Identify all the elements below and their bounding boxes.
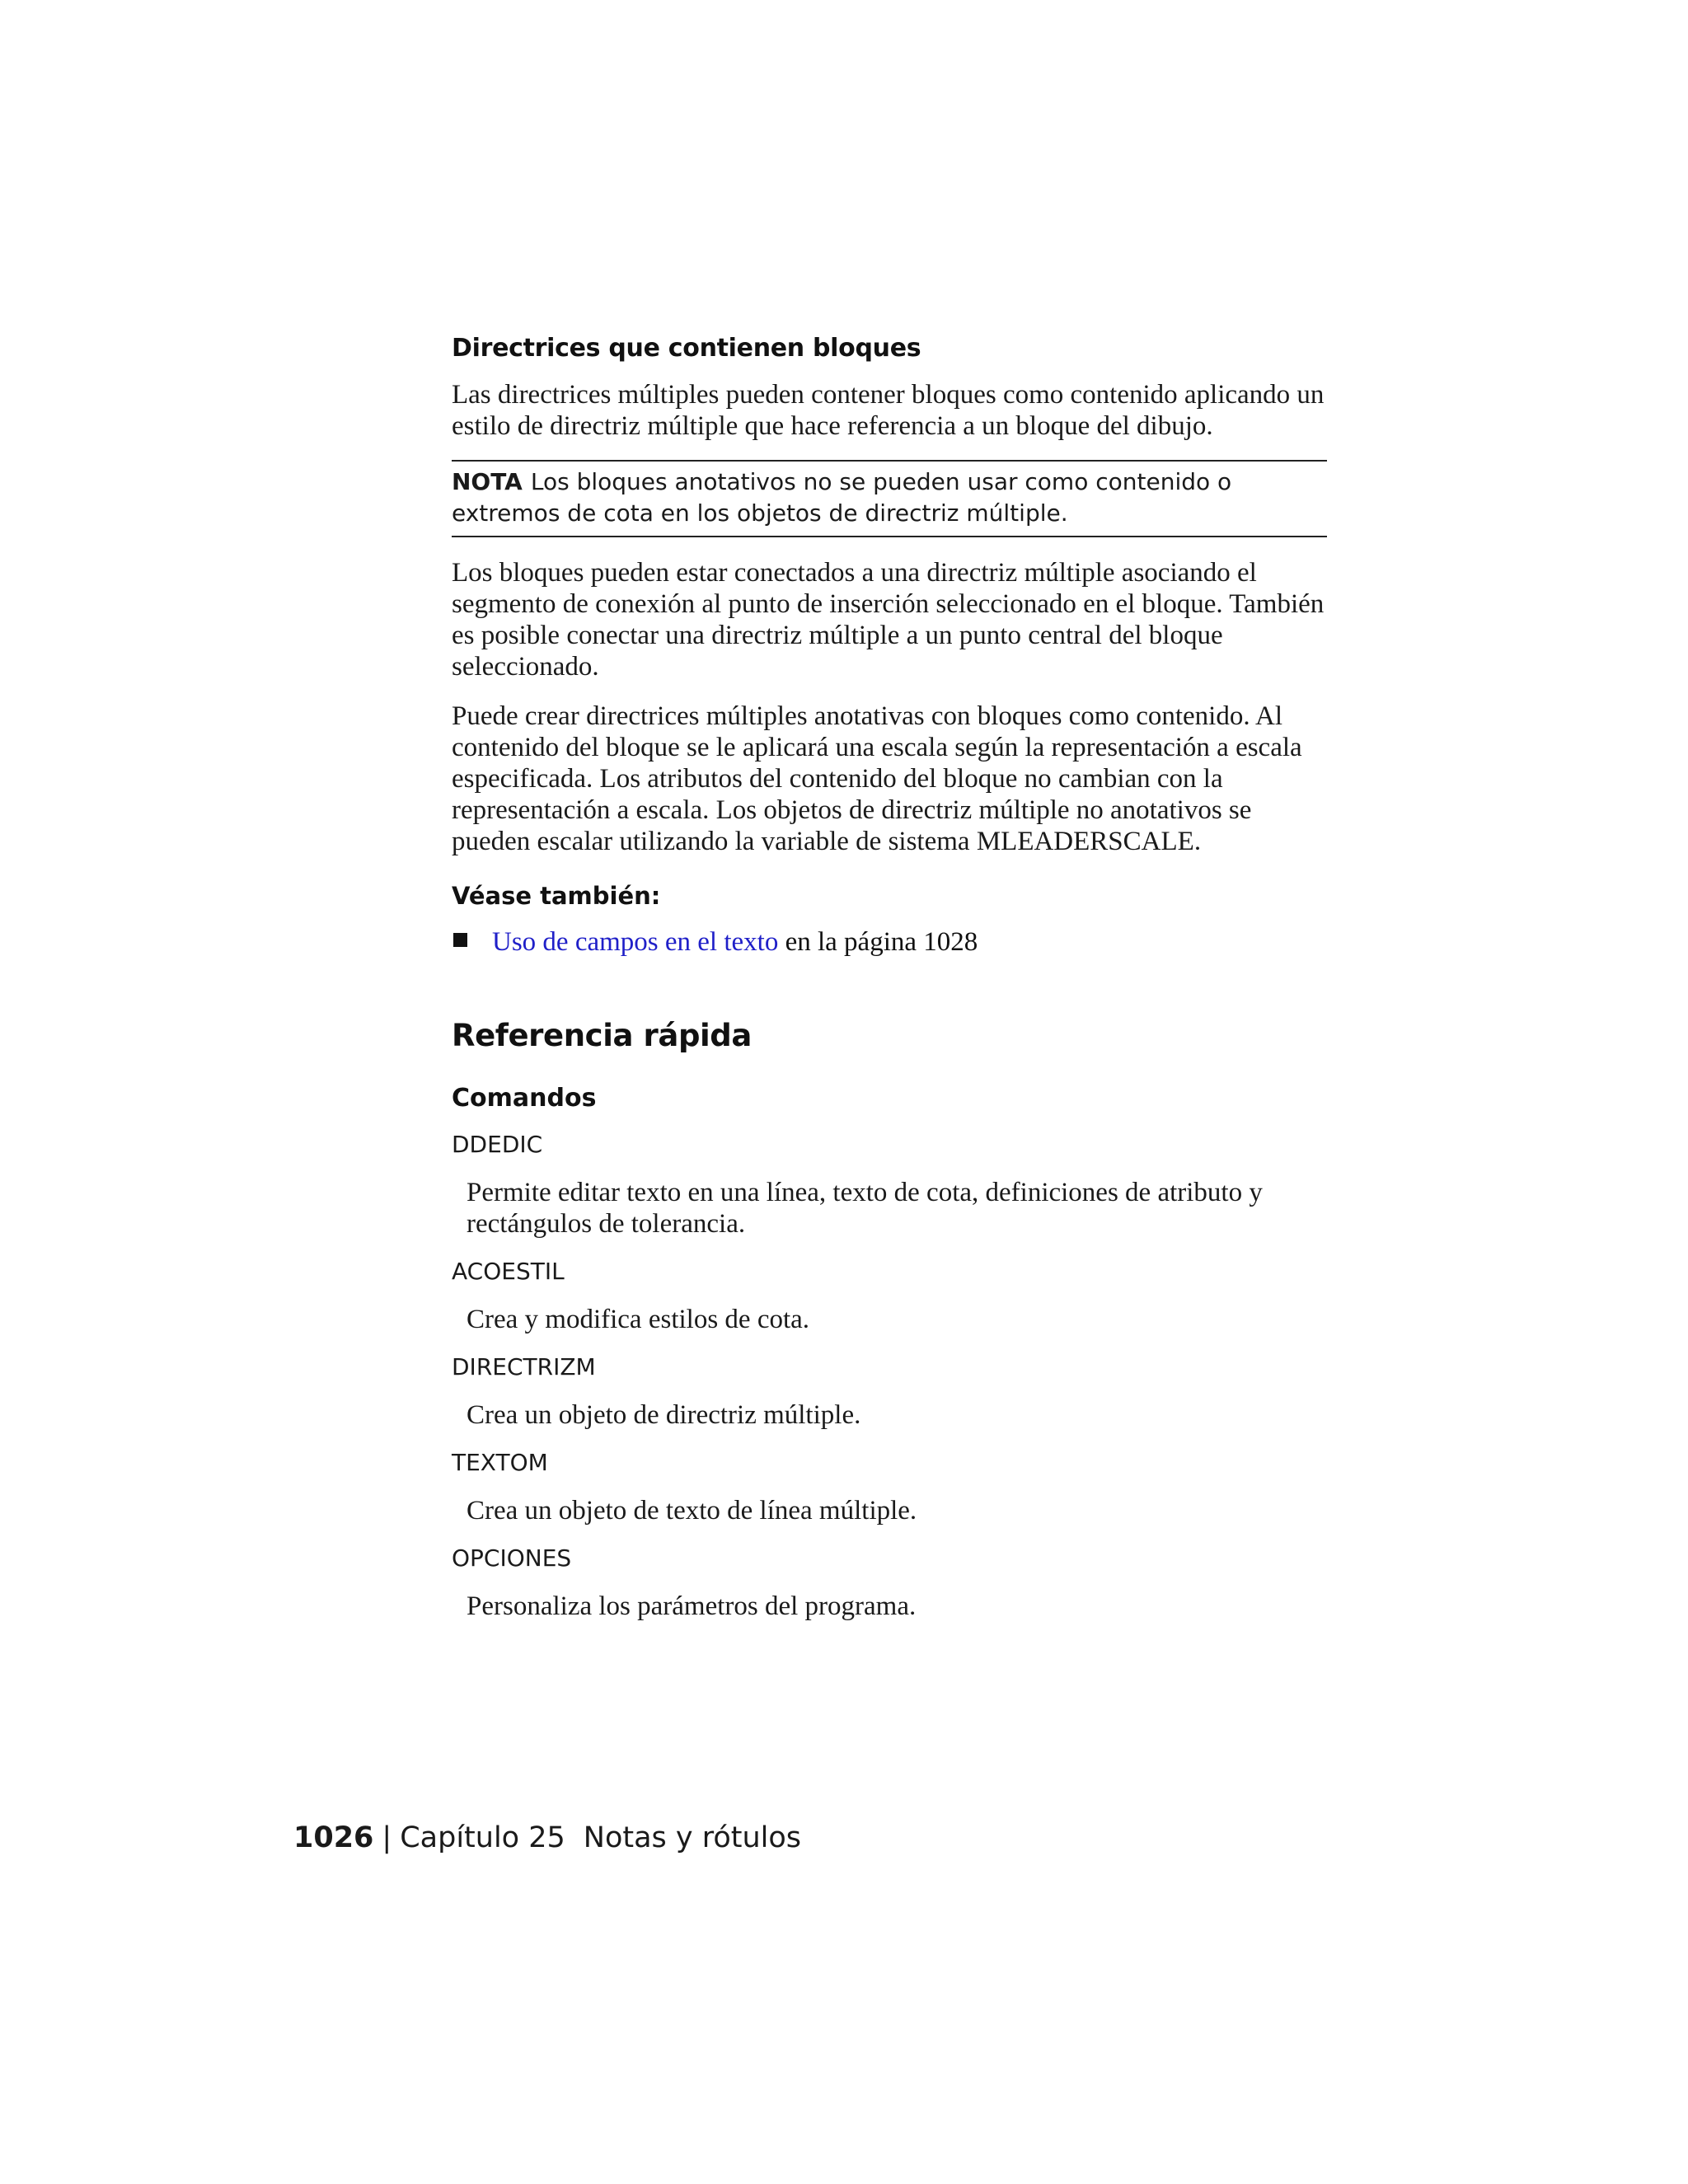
see-also-item — [452, 926, 1327, 958]
section-heading: Directrices que contienen bloques — [452, 334, 921, 363]
footer-separator: | — [382, 1821, 392, 1854]
command-description: Crea un objeto de directriz múltiple. — [467, 1400, 861, 1430]
chapter-label: Capítulo 25 — [400, 1821, 565, 1854]
page-number: 1026 — [293, 1821, 374, 1854]
paragraph-intro: Las directrices múltiples pueden contener bloques como contenido aplicando un estilo de directriz múltiple que hace referencia a un bloque del dibujo. — [452, 380, 1325, 441]
note-box — [452, 460, 1327, 537]
command-description: Crea un objeto de texto de línea múltiple. — [467, 1496, 917, 1526]
chapter-title: Notas y rótulos — [583, 1821, 802, 1854]
see-also-link-suffix: en la página 1028 — [778, 927, 978, 957]
see-also-link[interactable]: Uso de campos en el texto — [492, 927, 779, 957]
note-text: Los bloques anotativos no se pueden usar como contenido o extremos de cota en los objetos de directriz múltiple. — [452, 468, 1232, 527]
command-description: Permite editar texto en una línea, texto de cota, definiciones de atributo y rectángulos de tolerancia. — [467, 1178, 1263, 1239]
command-name: OPCIONES — [452, 1544, 572, 1572]
note-label: NOTA — [452, 468, 523, 495]
command-name: DIRECTRIZM — [452, 1353, 596, 1380]
quick-reference-heading: Referencia rápida — [452, 1018, 752, 1053]
page-footer — [293, 1820, 801, 1856]
paragraph-connection: Los bloques pueden estar conectados a una directriz múltiple asociando el segmento de conexión al punto de inserción seleccionado en el bloque. También es posible conectar una directriz múltiple a un punto central del bloque seleccionado. — [452, 558, 1325, 682]
command-description: Personaliza los parámetros del programa. — [467, 1591, 917, 1621]
see-also-heading: Véase también: — [452, 882, 661, 910]
command-description: Crea y modifica estilos de cota. — [467, 1305, 810, 1334]
bullet-square-icon — [453, 933, 467, 947]
commands-heading: Comandos — [452, 1084, 597, 1113]
command-name: ACOESTIL — [452, 1258, 565, 1285]
command-name: TEXTOM — [452, 1449, 548, 1476]
page-content — [452, 333, 1327, 1638]
paragraph-annotative: Puede crear directrices múltiples anotativas con bloques como contenido. Al contenido del bloque se le aplicará una escala según la representación a escala especificada. Los atributos del contenido del bloque no cambian con la representación a escala. Los objetos de directriz múltiple no anotativos se pueden escalar utilizando la variable de sistema MLEADERSCALE. — [452, 701, 1302, 856]
command-name: DDEDIC — [452, 1131, 543, 1158]
